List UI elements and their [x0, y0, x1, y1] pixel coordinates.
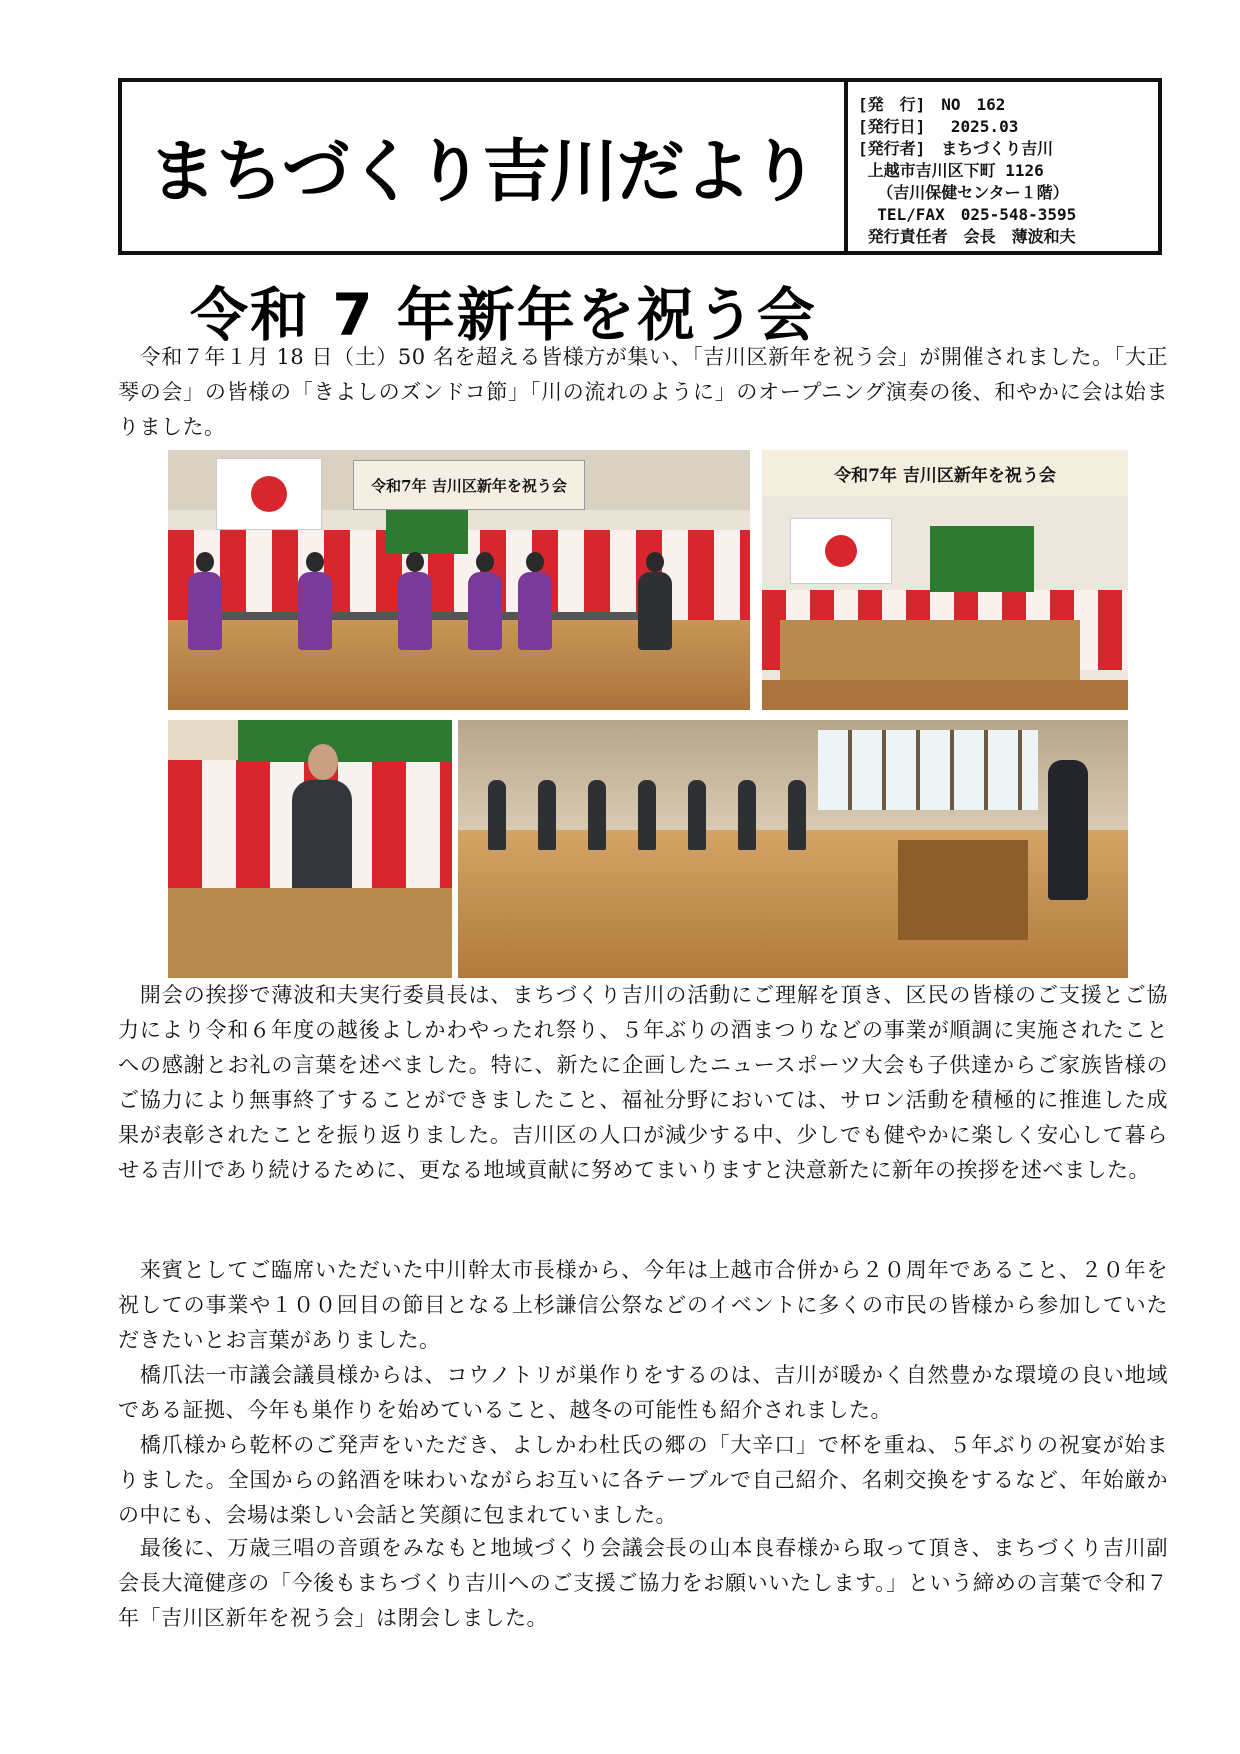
info-responsible: 発行責任者 会長 薄波和夫 [858, 227, 1076, 246]
town-flag-icon [930, 526, 1034, 592]
speaker-desk [898, 840, 1028, 940]
newsletter-title: まちづくり吉川だより [148, 133, 818, 212]
paragraph-opening-address: 開会の挨拶で薄波和夫実行委員長は、まちづくり吉川の活動にご理解を頂き、区民の皆様のご支援とご協力により令和６年度の越後よしかわやったれ祭り、５年ぶりの酒まつりなどの事業が順調に実施されたことへの感謝とお礼の言葉を述べました。特に、新たに企画したニュースポーツ大会も子供達からご家族皆様のご協力により無事終了することができましたこと、福祉分野においては、サロン活動を積極的に推進した成果が表彰されたことを振り返りました。吉川区の人口が減少する中、少しでも健やかに楽しく安心して暮らせる吉川であり続けるために、更なる地域貢献に努めてまいりますと決意新たに新年の挨拶を述べました。 [118, 983, 1168, 1182]
guest-figure [588, 780, 606, 850]
guest-figure [538, 780, 556, 850]
paragraph-intro: 令和７年１月 18 日（土）50 名を超える皆様方が集い、「吉川区新年を祝う会」が開催されました。「大正琴の会」の皆様の「きよしのズンドコ節」「川の流れのように」のオープニング演奏の後、和やかに会は始まりました。 [118, 345, 1168, 439]
masthead [118, 78, 1162, 255]
info-building: （吉川保健センター１階） [858, 183, 1069, 202]
performer-figure [398, 572, 432, 650]
podium [168, 888, 452, 978]
paragraph-closing: 最後に、万歳三唱の音頭をみなもと地域づくり会議会長の山本良春様から取って頂き、まちづくり吉川副会長大滝健彦の「今後もまちづくり吉川へのご支援ご協力をお願いいたします。」という締めの言葉で令和７年「吉川区新年を祝う会」は閉会しました。 [118, 1536, 1168, 1630]
performer-figure [468, 572, 502, 650]
toast-speaker-figure [1048, 760, 1088, 900]
photo-taishogoto-performance [168, 450, 750, 710]
paragraph-mayor: 来賓としてご臨席いただいた中川幹太市長様から、今年は上越市合併から２０周年であること、２０年を祝しての事業や１００回目の節目となる上杉謙信公祭などのイベントに多くの市民の皆様から参加していただきたいとお言葉がありました。 [118, 1258, 1168, 1352]
article-headline: 令和 7 年新年を祝う会 [190, 281, 817, 349]
town-flag-icon [386, 510, 468, 554]
performer-figure [518, 572, 552, 650]
performer-figure [298, 572, 332, 650]
performer-figure [188, 572, 222, 650]
guest-figure [738, 780, 756, 850]
guest-figure [488, 780, 506, 850]
hall-windows [818, 730, 1038, 810]
event-banner: 令和7年 吉川区新年を祝う会 [353, 460, 585, 510]
paragraph-councilor: 橋爪法一市議会議員様からは、コウノトリが巣作りをするのは、吉川が暖かく自然豊かな環境の良い地域である証拠、今年も巣作りを始めていること、越冬の可能性も紹介されました。 [118, 1363, 1168, 1422]
info-publisher: [発行者] まちづくり吉川 [858, 139, 1054, 158]
guest-figure [788, 780, 806, 850]
title-cell [122, 82, 848, 251]
photo-opening-speech [762, 450, 1128, 710]
info-issue: [発 行] NO 162 [858, 95, 1006, 114]
japan-flag-icon [216, 458, 322, 530]
publication-info [858, 94, 1158, 248]
paragraph-toast: 橋爪様から乾杯のご発声をいただき、よしかわ杜氏の郷の「大辛口」で杯を重ね、５年ぶりの祝宴が始まりました。全国からの銘酒を味わいながらお互いに各テーブルで自己紹介、名刺交換をするなど、年始厳かの中にも、会場は楽しい会話と笑顔に包まれていました。 [118, 1433, 1168, 1527]
photo-toast-hall [458, 720, 1128, 978]
photo-floor [762, 680, 1128, 710]
guest-figure [638, 780, 656, 850]
info-address: 上越市吉川区下町 1126 [858, 161, 1044, 180]
info-phone: TEL/FAX 025-548-3595 [858, 205, 1077, 224]
photo-guest-speech [168, 720, 452, 978]
japan-flag-icon [790, 518, 892, 584]
performer-figure [638, 572, 672, 650]
event-banner: 令和7年 吉川区新年を祝う会 [762, 450, 1128, 496]
info-date: [発行日] 2025.03 [858, 117, 1019, 136]
town-flag-icon [238, 720, 452, 762]
guest-figure [688, 780, 706, 850]
